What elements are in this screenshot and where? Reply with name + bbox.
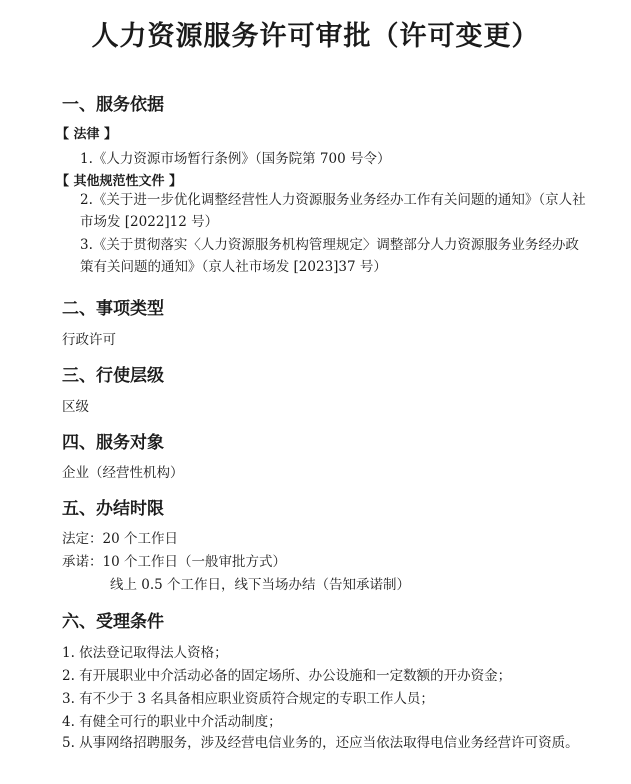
condition-item-5: 5. 从事网络招聘服务，涉及经营电信业务的，还应当依法取得电信业务经营许可资质。 xyxy=(62,735,579,751)
section-heading-conditions: 六、受理条件 xyxy=(62,612,164,632)
section-heading-type: 二、事项类型 xyxy=(62,299,164,319)
condition-item-1: 1. 依法登记取得法人资格； xyxy=(62,645,228,661)
target-value: 企业（经营性机构） xyxy=(62,465,184,481)
level-value: 区级 xyxy=(62,399,89,415)
section-heading-target: 四、服务对象 xyxy=(62,433,164,453)
other-doc-item-2: 2.《关于进一步优化调整经营性人力资源服务业务经办工作有关问题的通知》（京人社市场发 [2022]12 号） xyxy=(80,192,586,230)
promise-time-detail: 线上 0.5 个工作日，线下当场办结（告知承诺制） xyxy=(110,577,411,593)
other-docs-label: 【 其他规范性文件 】 xyxy=(56,174,183,189)
condition-item-4: 4. 有健全可行的职业中介活动制度； xyxy=(62,714,282,730)
section-heading-time: 五、办结时限 xyxy=(62,499,164,519)
other-doc-item-3: 3.《关于贯彻落实〈人力资源服务机构管理规定〉调整部分人力资源服务业务经办政策有关问题的通知》（京人社市场发 [2023]37 号） xyxy=(80,237,579,275)
section-heading-level: 三、行使层级 xyxy=(62,366,164,386)
law-label: 【 法律 】 xyxy=(56,127,118,142)
promise-time: 承诺：10 个工作日（一般审批方式） xyxy=(62,554,286,570)
condition-item-3: 3. 有不少于 3 名具备相应职业资质符合规定的专职工作人员； xyxy=(62,691,434,707)
condition-item-2: 2. 有开展职业中介活动必备的固定场所、办公设施和一定数额的开办资金； xyxy=(62,668,512,684)
type-value: 行政许可 xyxy=(62,332,116,348)
law-item-1: 1.《人力资源市场暂行条例》（国务院第 700 号令） xyxy=(80,151,391,167)
legal-time: 法定：20 个工作日 xyxy=(62,531,178,547)
section-heading-basis: 一、服务依据 xyxy=(62,95,164,115)
page-title: 人力资源服务许可审批（许可变更） xyxy=(91,21,540,52)
